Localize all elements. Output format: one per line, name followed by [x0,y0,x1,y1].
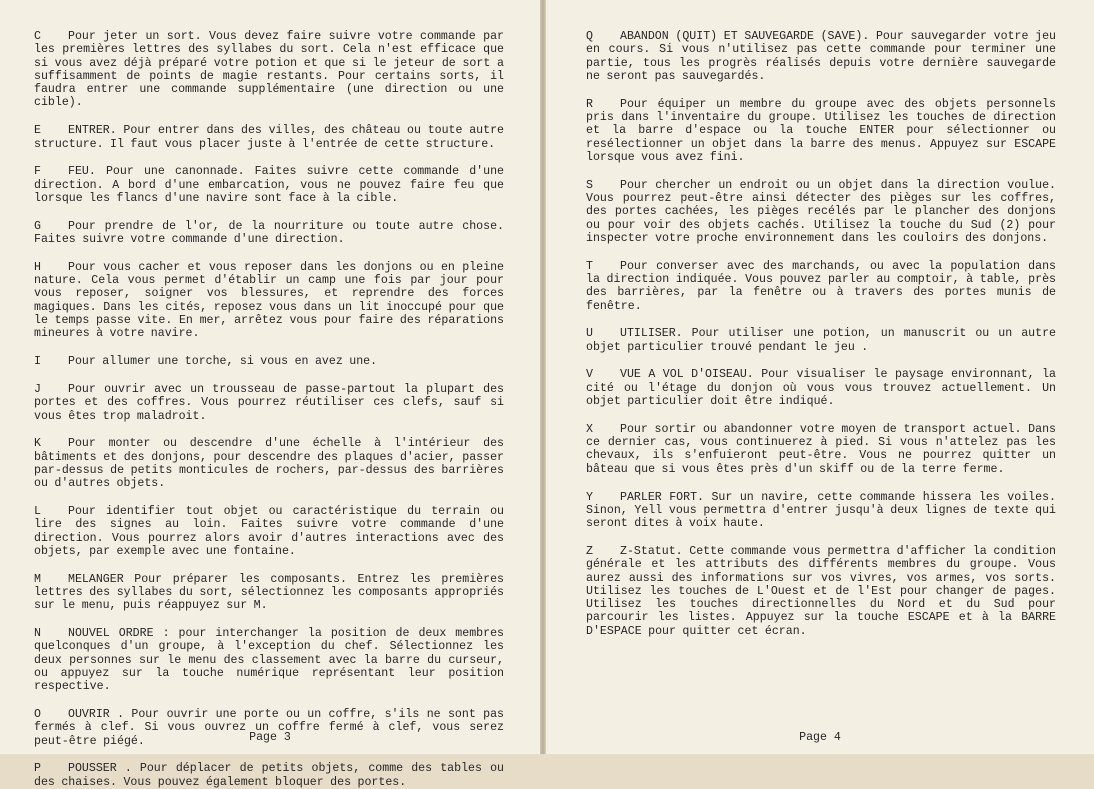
command-description: VUE A VOL D'OISEAU. Pour visualiser le paysage environnant, la cité ou l'étage du donjon où vous vous trouvez actuellement. Un objet particulier doit être indiqué. [586,368,1056,409]
command-letter: J [34,382,41,396]
command-entry [34,437,504,490]
command-entry [586,98,1056,164]
command-letter: R [586,97,593,111]
command-entry [34,505,504,558]
command-letter: L [34,505,41,519]
right-entries [586,30,1056,638]
command-letter: U [586,327,593,341]
command-description: Pour ouvrir avec un trousseau de passe-partout la plupart des portes et des coffres. Vous pourrez réutiliser ces clefs, sauf si vous êtes trop maladroit. [34,382,504,423]
command-description: Pour chercher un endroit ou un objet dans la direction voulue. Vous pourrez peut-être ainsi détecter des pièges sur les coffres, des portes cachées, les pièges recélés par le plancher des donjons ou pour voir des objets cachés. Utilisez la touche du Sud (2) pour inspecter votre proche environnement dans les couloirs des donjons. [586,178,1056,245]
command-letter: M [34,572,41,586]
command-letter: H [34,260,41,274]
command-description: ABANDON (QUIT) ET SAUVEGARDE (SAVE). Pour sauvegarder votre jeu en cours. Si vous n'utilisez pas cette commande pour terminer une partie, tous les progrès réalisés depuis votre dernière sauvegarde ne seront pas sauvegardés. [586,30,1056,83]
command-description: UTILISER. Pour utiliser une potion, un manuscrit ou un autre objet particulier trouvé pendant le jeu . [586,327,1056,354]
command-entry [34,30,504,110]
command-letter: Y [586,490,593,504]
command-description: Pour identifier tout objet ou caractéristique du terrain ou lire des signes au loin. Faites suivre votre commande d'une direction. Vous pourrez alors avoir d'autres interactions avec des objets, par exemple avec une fontaine. [34,505,504,558]
command-description: Pour prendre de l'or, de la nourriture ou toute autre chose. Faites suivre votre commande d'une direction. [34,219,504,247]
command-entry [34,355,504,368]
command-description: Pour monter ou descendre d'une échelle à l'intérieur des bâtiments et des donjons, pour descendre des plaques d'acier, passer par-dessus de petits monticules de rochers, par-dessus des barrières ou d'autres objets. [34,437,504,491]
command-description: OUVRIR . Pour ouvrir une porte ou un coffre, s'ils ne sont pas fermés à clef. Si vous ouvrez un coffre fermé à clef, vous serez peut-être piégé. [34,708,504,748]
command-letter: S [586,178,593,192]
command-letter: G [34,219,41,233]
page-number-right: Page 4 [799,731,841,744]
command-entry [34,573,504,613]
right-page [546,0,1094,754]
command-description: Pour jeter un sort. Vous devez faire suivre votre commande par les premières lettres des syllabes du sort. Cela n'est efficace que si vous avez déjà préparé votre potion et que si le jeteur de sort a suffisamment de points de magie restants. Pour certains sorts, il faudra entrer une commande supplémentaire (une direction ou une cible). [34,30,504,110]
command-letter: E [34,124,41,138]
command-description: Pour sortir ou abandonner votre moyen de transport actuel. Dans ce dernier cas, vous continuerez à pied. Si vous n'attelez pas les chevaux, ils s'enfuieront peut-être. Vous ne pourrez quitter un bâteau que si vous êtes près d'un skiff ou de la terre ferme. [586,422,1056,476]
command-entry [34,762,504,789]
left-page [0,0,540,789]
command-entry [586,545,1056,638]
command-entry [586,260,1056,313]
command-description: Pour équiper un membre du groupe avec des objets personnels pris dans l'inventaire du groupe. Utilisez les touches de direction et la barre d'espace ou la touche ENTER pour sélectionner ou resélectionner un objet dans la barre des menus. Appuyez sur ESCAPE lorsque vous avez fini. [586,97,1056,164]
page-number-left: Page 3 [249,731,291,744]
command-letter: N [34,627,41,641]
command-description: Z-Statut. Cette commande vous permettra d'afficher la condition générale et les attributs des différents membres du groupe. Vous aurez aussi des informations sur vos vivres, vos armes, vos sorts. Utilisez les touches de L'Ouest et de l'Est pour changer de pages. Utilisez les touches directionnelles du Nord et du Sud pour parcourir les listes. Appuyez sur la touche ESCAPE et à la BARRE D'ESPACE pour quitter cet écran. [586,544,1056,638]
command-letter: V [586,368,593,382]
command-description: Pour converser avec des marchands, ou avec la population dans la direction indiquée. Vous pouvez parler au comptoir, à table, près des barrières, par la fenêtre ou à travers des portes munis de fenêtre. [586,259,1056,313]
command-description: NOUVEL ORDRE : pour interchanger la position de deux membres quelconques d'un groupe, à l'exception du chef. Sélectionnez les deux personnes sur le menu des classement avec la barre du curseur, ou appuyez sur la touche numérique représentant leur position respective. [34,627,504,694]
command-letter: C [34,30,41,43]
command-description: POUSSER . Pour déplacer de petits objets, comme des tables ou des chaises. Vous pouvez également bloquer des portes. [34,762,504,789]
command-entry [586,179,1056,245]
command-entry [586,368,1056,408]
command-entry [586,327,1056,354]
command-letter: T [586,259,593,273]
command-description: Pour allumer une torche, si vous en avez une. [68,355,378,369]
command-entry [586,423,1056,476]
command-description: FEU. Pour une canonnade. Faites suivre cette commande d'une direction. A bord d'une embarcation, vous ne pouvez faire feu que lorsque les flancs d'une navire sont face à la cible. [34,165,504,205]
command-letter: P [34,762,41,776]
command-description: PARLER FORT. Sur un navire, cette commande hissera les voiles. Sinon, Yell vous permettra d'entrer jusqu'à deux lignes de texte qui seront dites à voix haute. [586,490,1056,531]
left-entries [34,30,504,789]
command-description: ENTRER. Pour entrer dans des villes, des château ou toute autre structure. Il faut vous placer juste à l'entrée de cette structure. [34,124,504,151]
command-entry [586,491,1056,531]
command-letter: X [586,422,593,436]
command-entry [34,383,504,423]
command-entry [586,30,1056,83]
command-letter: Q [586,30,593,43]
command-description: Pour vous cacher et vous reposer dans les donjons ou en pleine nature. Cela vous permet d'établir un camp une fois par jour pour vous reposer, soigner vos blessures, et reprendre des forces magiques. Dans les cités, reposez vous dans un lit inoccupé pour que le temps passe vite. En mer, arrêtez vous pour faire des réparations mineures à votre navire. [34,260,504,341]
command-entry [34,124,504,151]
command-entry [34,627,504,693]
command-entry [34,261,504,341]
command-letter: Z [586,544,593,558]
command-letter: O [34,708,41,722]
command-letter: I [34,355,41,369]
command-description: MELANGER Pour préparer les composants. Entrez les premières lettres des syllabes du sort, sélectionnez les composants appropriés sur le menu, puis réappuyez sur M. [34,572,504,613]
command-letter: K [34,437,41,451]
command-entry [34,220,504,247]
command-letter: F [34,165,41,179]
command-entry [34,165,504,205]
